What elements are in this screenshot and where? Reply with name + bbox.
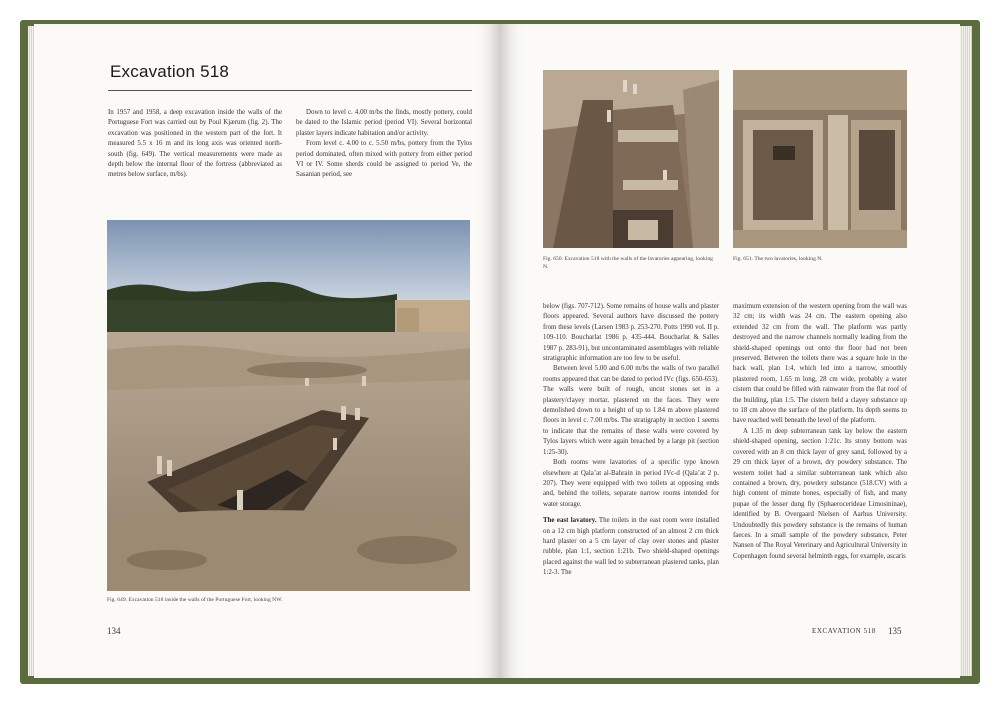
fig-650-photo [543,70,719,248]
page-number-right: 135 [888,626,902,636]
fig-651-caption: Fig. 651. The two lavatories, looking N. [733,256,823,262]
left-column-2 [296,108,472,181]
paragraph: Both rooms were lavatories of a specific type known elsewhere at Qala’at al-Bahrain in period IVc-d (Qala’at 2 p. 207). They were equipped with two toilets at opposing ends and, behind the toilets, separate narrow rooms intended for water storage. [543,459,719,508]
page-number-left: 134 [107,626,121,636]
left-column-1 [108,108,282,181]
paragraph-text: The toilets in the east room were installed on a 12 cm high platform constructed of an almost 2 cm thick hard plaster on a 5 cm layer of clay over stones and plaster rubble, plan 1:1, section 1:21b. Two shield-shaped openings placed against the wall led to subterranean plastered tanks, plan 1:2-3. The [543,517,720,577]
two-lavatories-photo-image [733,70,907,248]
fig-649-caption: Fig. 649. Excavation 518 inside the walls of the Portuguese Fort, looking NW. [107,597,283,603]
paragraph: Down to level c. 4.00 m/bs the finds, mostly pottery, could be dated to the Islamic period (period VI). Several horizontal plaster layers indicate habitation and/or activity. [296,109,472,137]
paragraph: below (figs. 707-712). Some remains of house walls and plaster floors appeared. Several authors have discussed the pottery from these levels (Larsen 1983 p. 253-270. Potts 1990 vol. II p. 109-110. Boucharlat 1986 p. 435-444. Boucharlat & Salles 1987 p. 283-91), but uncontaminated assemblages with reliable stratigraphic information are too few to be useful. [543,303,719,363]
fig-650-caption: Fig. 650. Excavation 518 with the walls of the lavatories appearing, looking N. [543,256,713,270]
paragraph: In 1957 and 1958, a deep excavation inside the walls of the Portuguese Fort was carried out by Poul Kjærum (fig. 2). The excavation was positioned in the western part of the fort. It measured 5.5 x 16 m and its long axis was oriented north-south (fig. 649). The vertical measurements were made as depth below the internal floor of the fortress (abbreviated as metres below surface, m/bs). [108,109,282,179]
excavation-photo-image [107,220,470,591]
paragraph: A 1.35 m deep subterranean tank lay below the eastern shield-shaped opening, section 1:21c. Its stony bottom was covered with an 8 cm thick layer of grey sand, followed by a 29 cm thick layer of a brown, dry powdery substance. The western toilet had a similar subterranean tank which also contained a brown, dry, powdery substance (518.CV) with a high content of minute bones, especially of fish, and many pupae of the lesser dung fly (Sphaerocerideae Limosininae), identified by B. Overgaard Nielsen of Aarhus University. Undoubtedly this powdery substance is the remains of human faeces. In a small sample of the powdery substance, Peter Nansen of The Royal Veterinary and Agricultural University in Copenhagen found several helminth eggs, for example, ascaris [733,427,907,560]
page-edges-right [960,26,972,676]
title-rule [108,90,472,91]
paragraph: From level c. 4.00 to c. 5.50 m/bs, pottery from the Tylos period dominated, often mixed with pottery from either period VI or IV. Some sherds could be assigned to period Ve, the Sasanian period, see [296,140,472,179]
paragraph: maximum extension of the western opening from the wall was 32 cm; its width was 24 cm. The eastern opening also extended 32 cm from the wall. The platform was partly destroyed and the narrow channels normally leading from the shield-shaped openings out onto the floor had not been preserved. Between the toilets there was a square hole in the back wall, plan 1:4, which led into a narrow, smoothly plastered room, 1.65 m long, 28 cm wide, probably a water cistern that could be filled with rainwater from the flat roof of the building, plan 1:5. The cistern held a clayey substance up to 18 cm above the surface of the platform. Its depth seems to have reached well beneath the level of the platform. [733,303,907,425]
right-column-1 [543,302,719,579]
lavatory-walls-photo-image [543,70,719,248]
page-title: Excavation 518 [110,62,230,81]
right-column-2 [733,302,907,562]
section-heading: The east lavatory. [543,517,597,525]
fig-649-photo [107,220,470,591]
fig-651-photo [733,70,907,248]
running-head: EXCAVATION 518 [812,627,876,635]
paragraph: Between level 5.00 and 6.00 m/bs the walls of two parallel rooms appeared that can be dated to period IVc (figs. 650-653). The walls were built of rough, uncut stones set in a plastery/clayey mortar, plastered on the faces. They were demolished down to a height of up to 1.84 m above plastered floors in level c. 7.00 m/bs. The stratigraphy in section 1 seems to indicate that the remains of these walls were covered by Tylos layers which were again breached by a large pit (section 1:25-30). [543,365,719,456]
paragraph [543,516,719,578]
